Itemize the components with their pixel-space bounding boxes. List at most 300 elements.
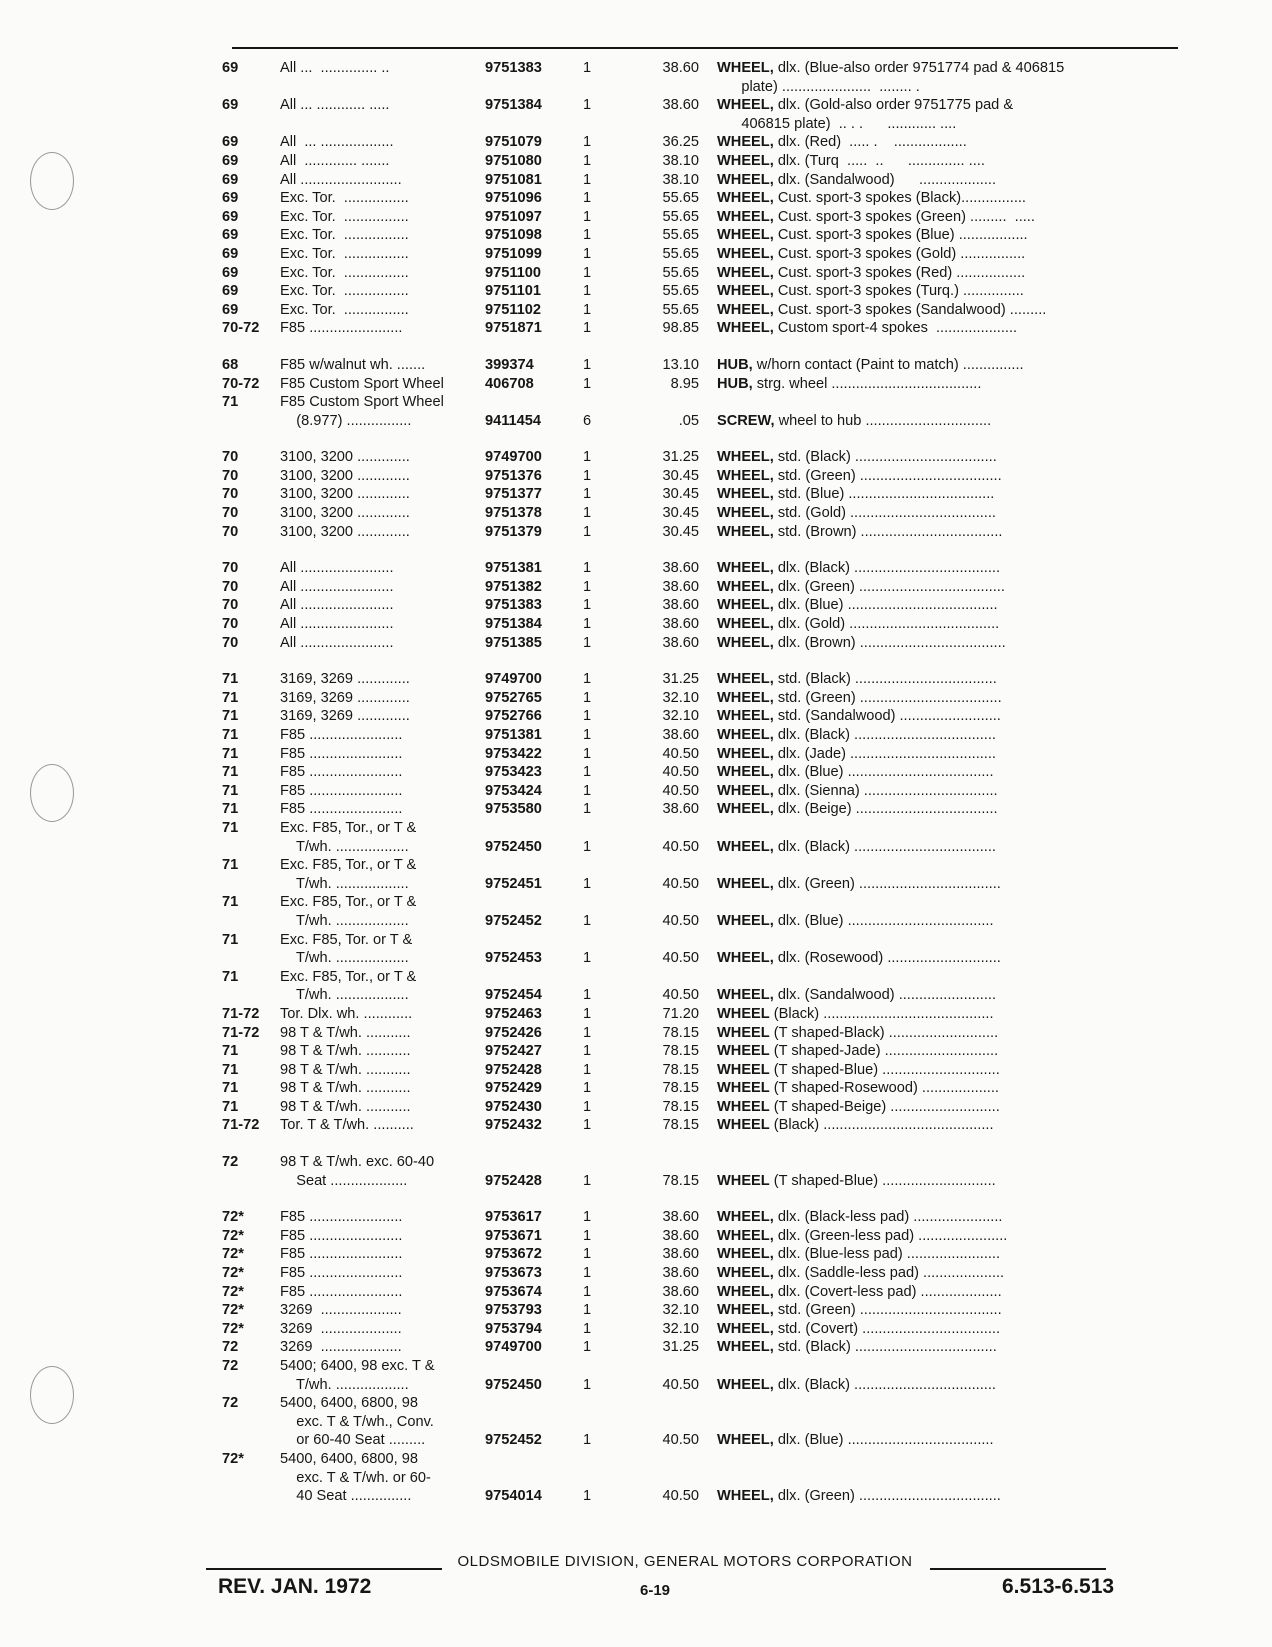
model-application: Exc. Tor. ................ <box>280 245 409 262</box>
part-name: WHEEL, <box>717 838 774 855</box>
description-text: dlx. (Blue-less pad) ....................... <box>773 1246 1001 1263</box>
part-name: WHEEL, <box>717 1432 774 1449</box>
description <box>717 1116 1178 1135</box>
description <box>717 1172 1178 1191</box>
model-application: Tor. T & T/wh. .......... <box>280 1117 414 1134</box>
part-name: WHEEL, <box>717 950 774 967</box>
parts-row <box>222 115 1178 134</box>
model-year: 72 <box>222 1395 239 1412</box>
model-application: 98 T & T/wh. ........... <box>280 1043 411 1060</box>
description-text: dlx. (Jade) .................................... <box>773 745 996 762</box>
model-application: or 60-40 Seat ......... <box>280 1432 426 1449</box>
quantity: 1 <box>583 1246 592 1263</box>
quantity: 1 <box>583 320 592 337</box>
parts-row <box>222 819 1178 838</box>
model-application: 3269 .................... <box>280 1320 402 1337</box>
description-text: Cust. sport-3 spokes (Blue) ................. <box>773 227 1028 244</box>
model-year <box>222 875 280 894</box>
quantity: 1 <box>583 597 592 614</box>
quantity: 1 <box>583 486 592 503</box>
model-application: F85 ....................... <box>280 1283 403 1300</box>
description <box>717 689 1178 708</box>
model-year: 71 <box>222 764 239 781</box>
quantity: 1 <box>583 1172 592 1189</box>
description <box>717 1208 1178 1227</box>
price <box>629 78 717 97</box>
price: 13.10 <box>662 356 699 373</box>
part-number <box>485 931 583 950</box>
part-name: WHEEL, <box>717 505 774 522</box>
quantity: 1 <box>583 190 592 207</box>
description-text: dlx. (Black) ................................... <box>773 727 996 743</box>
model-year: 71 <box>222 689 239 706</box>
description-text: std. (Gold) .................................... <box>773 505 996 522</box>
price: 38.60 <box>662 727 699 743</box>
description <box>717 1431 1178 1450</box>
model-application: T/wh. .................. <box>280 1376 409 1393</box>
part-name: WHEEL, <box>717 134 774 151</box>
description <box>717 264 1178 283</box>
description-text: dlx. (Green-less pad) ...................... <box>773 1227 1008 1244</box>
model-year: 70 <box>222 486 239 503</box>
price: 55.65 <box>662 245 699 262</box>
description <box>717 912 1178 931</box>
part-number: 9753617 <box>485 1209 542 1226</box>
model-year: 72* <box>222 1209 244 1226</box>
model-year: 69 <box>222 283 239 300</box>
part-name: WHEEL, <box>717 208 774 225</box>
header-rule <box>232 47 1178 49</box>
part-number: 9753672 <box>485 1246 542 1263</box>
model-application: F85 ....................... <box>280 727 403 743</box>
quantity: 1 <box>583 838 592 855</box>
description-text: Cust. sport-3 spokes (Black)................ <box>773 190 1026 207</box>
description <box>717 485 1178 504</box>
model-year: 72 <box>222 1339 239 1356</box>
parts-row <box>222 968 1178 987</box>
part-number: 9749700 <box>485 1339 542 1356</box>
binder-hole-bottom <box>30 1366 74 1424</box>
parts-row <box>222 448 1178 467</box>
description <box>717 448 1178 467</box>
price: 38.60 <box>662 597 699 614</box>
parts-row <box>222 893 1178 912</box>
parts-row <box>222 523 1178 542</box>
quantity: 1 <box>583 782 592 799</box>
description <box>717 319 1178 338</box>
price: 38.60 <box>662 801 699 818</box>
parts-row <box>222 282 1178 301</box>
part-number: 9752427 <box>485 1043 542 1060</box>
model-year <box>222 949 280 968</box>
part-name: WHEEL, <box>717 987 774 1004</box>
footer-rule-left <box>206 1568 442 1570</box>
model-application: 3169, 3269 ............. <box>280 671 410 688</box>
model-application: All ....................... <box>280 578 394 595</box>
model-year: 71 <box>222 819 239 836</box>
quantity: 1 <box>583 356 592 373</box>
part-name: WHEEL, <box>717 320 774 337</box>
parts-row <box>222 412 1178 431</box>
description <box>717 115 1178 134</box>
parts-row <box>222 726 1178 745</box>
model-application: Tor. Dlx. wh. ............ <box>280 1005 413 1022</box>
quantity: 1 <box>583 1339 592 1356</box>
model-application: F85 ....................... <box>280 1227 403 1244</box>
parts-row <box>222 1208 1178 1227</box>
description-text: std. (Black) ................................... <box>773 1339 997 1356</box>
description-text: Custom sport-4 spokes .................... <box>773 320 1018 337</box>
part-number: 9753580 <box>485 801 542 818</box>
model-application: 5400, 6400, 6800, 98 <box>280 1450 418 1467</box>
description-text: Cust. sport-3 spokes (Sandalwood) ......... <box>773 301 1047 318</box>
price <box>629 819 717 838</box>
quantity: 1 <box>583 634 592 651</box>
model-application: T/wh. .................. <box>280 838 409 855</box>
model-year: 71 <box>222 1080 239 1097</box>
quantity: 1 <box>583 227 592 244</box>
description-text: dlx. (Gold) ..................................... <box>773 616 1000 633</box>
price: 78.15 <box>662 1117 699 1134</box>
model-application: F85 Custom Sport Wheel <box>280 375 444 392</box>
model-application: 3100, 3200 ............. <box>280 523 410 540</box>
model-year <box>222 1469 280 1488</box>
parts-row <box>222 1116 1178 1135</box>
price <box>629 1394 717 1413</box>
model-application: T/wh. .................. <box>280 950 409 967</box>
description-text: dlx. (Black-less pad) ...................... <box>773 1209 1003 1226</box>
part-number: 9753422 <box>485 745 542 762</box>
description <box>717 634 1178 653</box>
description <box>717 133 1178 152</box>
parts-row <box>222 800 1178 819</box>
part-number: 9751384 <box>485 97 542 114</box>
price: 40.50 <box>662 1488 699 1505</box>
description-text: std. (Green) ................................... <box>773 1302 1002 1319</box>
model-application: F85 ....................... <box>280 1209 403 1226</box>
part-name: WHEEL, <box>717 1320 774 1337</box>
description <box>717 1264 1178 1283</box>
price: 38.10 <box>662 152 699 169</box>
quantity <box>583 893 629 912</box>
description-text: dlx. (Rosewood) ............................ <box>773 950 1001 967</box>
parts-row <box>222 393 1178 412</box>
model-year: 69 <box>222 60 239 76</box>
part-name: WHEEL, <box>717 912 774 929</box>
price <box>629 893 717 912</box>
description-text: (T shaped-Black) ........................... <box>769 1024 999 1041</box>
part-number: 9749700 <box>485 449 542 466</box>
parts-row <box>222 1227 1178 1246</box>
price <box>629 1153 717 1172</box>
model-application: F85 ....................... <box>280 782 403 799</box>
parts-row <box>222 1061 1178 1080</box>
description-text: dlx. (Black) .................................... <box>773 560 1001 577</box>
description-text: dlx. (Beige) ................................... <box>773 801 998 818</box>
model-application: All ... .................. <box>280 134 394 151</box>
part-number: 9751381 <box>485 727 542 743</box>
model-year: 72* <box>222 1320 244 1337</box>
model-application: 3100, 3200 ............. <box>280 449 410 466</box>
price: 55.65 <box>662 190 699 207</box>
quantity <box>583 968 629 987</box>
description-text: strg. wheel ..................................... <box>752 375 982 392</box>
description <box>717 226 1178 245</box>
model-year: 72* <box>222 1302 244 1319</box>
parts-row <box>222 152 1178 171</box>
description <box>717 1061 1178 1080</box>
description-text: dlx. (Saddle-less pad) .................... <box>773 1265 1005 1282</box>
model-application: 3169, 3269 ............. <box>280 708 410 725</box>
price: 55.65 <box>662 227 699 244</box>
part-name: WHEEL, <box>717 486 774 503</box>
quantity <box>583 856 629 875</box>
price <box>629 1413 717 1432</box>
description-text: dlx. (Brown) .................................... <box>773 634 1006 651</box>
model-application: All ... ............ ..... <box>280 97 390 114</box>
part-number: 9753793 <box>485 1302 542 1319</box>
model-year: 69 <box>222 190 239 207</box>
quantity: 1 <box>583 523 592 540</box>
description <box>717 1376 1178 1395</box>
parts-row <box>222 931 1178 950</box>
parts-row <box>222 670 1178 689</box>
price: .05 <box>678 412 699 429</box>
part-name: WHEEL, <box>717 1302 774 1319</box>
part-number: 9752463 <box>485 1005 542 1022</box>
parts-row <box>222 1079 1178 1098</box>
quantity: 1 <box>583 745 592 762</box>
description-text: 406815 plate) .. . . ............ .... <box>717 115 957 132</box>
part-number: 9753423 <box>485 764 542 781</box>
quantity: 1 <box>583 1080 592 1097</box>
model-year: 69 <box>222 264 239 281</box>
quantity <box>583 115 629 134</box>
price: 36.25 <box>662 134 699 151</box>
part-name: WHEEL, <box>717 801 774 818</box>
model-year: 71 <box>222 745 239 762</box>
part-number: 9751101 <box>485 283 542 300</box>
description <box>717 949 1178 968</box>
part-number: 9751102 <box>485 301 542 318</box>
row-spacer <box>222 652 1178 670</box>
model-year: 71 <box>222 782 239 799</box>
parts-row <box>222 59 1178 78</box>
price: 40.50 <box>662 764 699 781</box>
model-year <box>222 1431 280 1450</box>
model-year: 69 <box>222 208 239 225</box>
quantity: 1 <box>583 1432 592 1449</box>
description <box>717 171 1178 190</box>
part-name: WHEEL <box>717 1117 770 1134</box>
model-year: 71-72 <box>222 1024 260 1041</box>
part-name: WHEEL, <box>717 616 774 633</box>
description-text: std. (Green) ................................... <box>773 689 1002 706</box>
description-text: dlx. (Black) ................................... <box>773 838 996 855</box>
model-application: 3269 .................... <box>280 1302 402 1319</box>
parts-row <box>222 689 1178 708</box>
model-year: 71 <box>222 1043 239 1060</box>
model-year: 70 <box>222 449 239 466</box>
description-text: dlx. (Green) ................................... <box>773 875 1001 892</box>
page-number: 6-19 <box>640 1582 671 1599</box>
model-year: 71 <box>222 931 239 948</box>
parts-row <box>222 949 1178 968</box>
part-number: 9751100 <box>485 264 542 281</box>
parts-row <box>222 1487 1178 1506</box>
price: 55.65 <box>662 301 699 318</box>
model-year: 70 <box>222 616 239 633</box>
description-text: dlx. (Red) ..... . .................. <box>773 134 967 151</box>
parts-row <box>222 838 1178 857</box>
description <box>717 523 1178 542</box>
quantity: 1 <box>583 689 592 706</box>
model-year: 71-72 <box>222 1005 260 1022</box>
parts-row <box>222 1042 1178 1061</box>
description-text: dlx. (Black) ................................... <box>773 1376 996 1393</box>
model-application: Exc. Tor. ................ <box>280 227 409 244</box>
description <box>717 96 1178 115</box>
price: 38.60 <box>662 616 699 633</box>
parts-row <box>222 133 1178 152</box>
model-application: Exc. F85, Tor., or T & <box>280 857 417 874</box>
quantity <box>583 1450 629 1469</box>
part-number: 9751098 <box>485 227 542 244</box>
description <box>717 1413 1178 1432</box>
parts-row <box>222 189 1178 208</box>
quantity: 1 <box>583 1302 592 1319</box>
price: 78.15 <box>662 1172 699 1189</box>
description-text: (T shaped-Blue) ............................ <box>769 1172 996 1189</box>
model-year: 68 <box>222 356 239 373</box>
part-name: WHEEL, <box>717 875 774 892</box>
part-number: 9752451 <box>485 875 542 892</box>
part-name: WHEEL, <box>717 245 774 262</box>
description-text: dlx. (Blue) .................................... <box>773 1432 994 1449</box>
description <box>717 726 1178 745</box>
model-year: 70 <box>222 467 239 484</box>
part-number <box>485 1469 583 1488</box>
description <box>717 375 1178 394</box>
part-number <box>485 78 583 97</box>
part-number: 9753794 <box>485 1320 542 1337</box>
description-text: plate) ...................... ........ . <box>717 78 920 95</box>
model-year <box>222 412 280 431</box>
model-application <box>280 115 485 134</box>
model-year: 70-72 <box>222 375 260 392</box>
parts-row <box>222 1264 1178 1283</box>
model-year: 71 <box>222 727 239 743</box>
price: 40.50 <box>662 875 699 892</box>
model-year <box>222 1413 280 1432</box>
part-name: WHEEL, <box>717 171 774 188</box>
description <box>717 1153 1178 1172</box>
description <box>717 1338 1178 1357</box>
description-text: Cust. sport-3 spokes (Green) ......... ..... <box>773 208 1035 225</box>
description-text: dlx. (Sandalwood) ........................ <box>773 987 996 1004</box>
model-application: Exc. Tor. ................ <box>280 301 409 318</box>
description <box>717 559 1178 578</box>
description <box>717 393 1178 412</box>
description-text: Cust. sport-3 spokes (Red) ................. <box>773 264 1026 281</box>
parts-row <box>222 1450 1178 1469</box>
model-year <box>222 115 280 134</box>
part-number: 9752452 <box>485 1432 542 1449</box>
model-application: 5400; 6400, 98 exc. T & <box>280 1358 435 1374</box>
model-application: All ....................... <box>280 616 394 633</box>
model-year <box>222 986 280 1005</box>
description-text: (T shaped-Rosewood) ................... <box>769 1080 999 1097</box>
quantity: 1 <box>583 171 592 188</box>
part-number: 9753671 <box>485 1227 542 1244</box>
revision-date: REV. JAN. 1972 <box>218 1575 372 1598</box>
part-number: 9752450 <box>485 838 542 855</box>
description <box>717 208 1178 227</box>
part-number: 9752428 <box>485 1061 542 1078</box>
part-number <box>485 1357 583 1376</box>
parts-row <box>222 856 1178 875</box>
description-text: (T shaped-Blue) ............................. <box>769 1061 1000 1078</box>
model-application: 5400, 6400, 6800, 98 <box>280 1395 418 1412</box>
price: 30.45 <box>662 486 699 503</box>
price: 31.25 <box>662 1339 699 1356</box>
parts-row <box>222 634 1178 653</box>
price <box>629 1469 717 1488</box>
parts-row <box>222 245 1178 264</box>
description <box>717 800 1178 819</box>
part-name: WHEEL, <box>717 1265 774 1282</box>
model-year: 69 <box>222 171 239 188</box>
quantity <box>583 1394 629 1413</box>
part-number <box>485 115 583 134</box>
model-application: All ... .............. .. <box>280 60 390 76</box>
description-text: dlx. (Gold-also order 9751775 pad & <box>773 97 1014 114</box>
description <box>717 1042 1178 1061</box>
part-name: HUB, <box>717 356 753 373</box>
model-year: 70 <box>222 634 239 651</box>
parts-row <box>222 782 1178 801</box>
model-year: 71 <box>222 1098 239 1115</box>
part-number: 9751383 <box>485 597 542 614</box>
description <box>717 745 1178 764</box>
price: 40.50 <box>662 912 699 929</box>
model-year: 69 <box>222 227 239 244</box>
parts-row <box>222 763 1178 782</box>
price: 38.60 <box>662 1283 699 1300</box>
part-name: WHEEL, <box>717 578 774 595</box>
part-name: HUB, <box>717 375 753 392</box>
description-text: dlx. (Sienna) ................................. <box>773 782 998 799</box>
quantity: 1 <box>583 152 592 169</box>
model-application: exc. T & T/wh. or 60- <box>280 1469 431 1486</box>
description-text: dlx. (Blue) .................................... <box>773 912 994 929</box>
model-application: F85 ....................... <box>280 1265 403 1282</box>
price: 38.60 <box>662 1246 699 1263</box>
description <box>717 59 1178 78</box>
part-number: 9752452 <box>485 912 542 929</box>
parts-row <box>222 1005 1178 1024</box>
quantity: 1 <box>583 708 592 725</box>
description-text: dlx. (Blue) .................................... <box>773 764 994 781</box>
quantity <box>583 1469 629 1488</box>
quantity: 1 <box>583 301 592 318</box>
quantity: 1 <box>583 950 592 967</box>
model-year: 70 <box>222 505 239 522</box>
part-number: 9751079 <box>485 134 542 151</box>
description <box>717 968 1178 987</box>
model-application: F85 ....................... <box>280 320 403 337</box>
parts-row <box>222 504 1178 523</box>
